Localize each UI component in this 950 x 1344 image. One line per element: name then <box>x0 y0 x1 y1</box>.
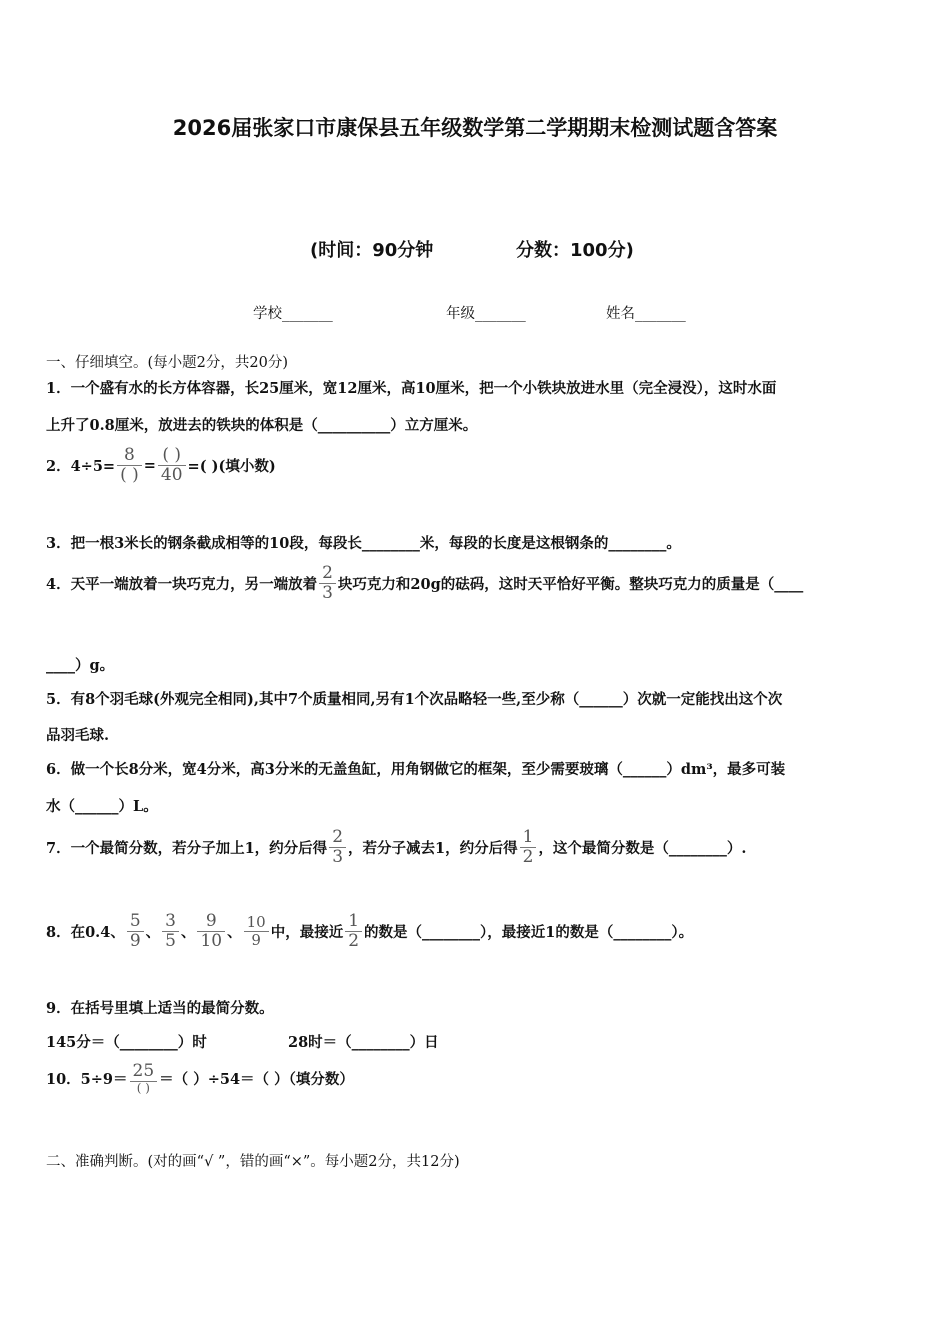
question-4 <box>46 564 803 602</box>
q8-f2-denominator: 5 <box>165 930 176 951</box>
q7-f1-denominator: 3 <box>332 846 344 867</box>
question-7 <box>46 828 747 866</box>
q9-part-a: 145分＝（________）时 <box>46 1034 207 1051</box>
q7-f1-numerator: 2 <box>329 828 346 848</box>
school-field: 学校_______ <box>253 306 333 322</box>
q7-fraction-2 <box>520 828 537 866</box>
q8-fraction-3 <box>197 912 225 950</box>
q4-line2: ____）g。 <box>46 657 115 674</box>
q2-f2-denominator: 40 <box>160 464 183 485</box>
q4-denominator: 3 <box>322 582 333 603</box>
question-9: 9．在括号里填上适当的最简分数。 <box>46 1000 274 1017</box>
q2-f2-numerator: ( ) <box>158 446 186 466</box>
q2-prefix: 2．4÷5= <box>46 457 116 475</box>
q2-fraction-1 <box>117 446 142 484</box>
q8-separator: 、 <box>145 923 161 941</box>
name-field: 姓名_______ <box>606 306 686 322</box>
q7-suffix: ，这个最简分数是（________）. <box>538 839 747 857</box>
q5-line2: 品羽毛球. <box>46 727 110 744</box>
q10-prefix: 10．5÷9＝ <box>46 1070 128 1088</box>
q8-fraction-2 <box>162 912 179 950</box>
q8-prefix: 8．在0.4、 <box>46 923 125 941</box>
page-title: 2026届张家口市康保县五年级数学第二学期期末检测试题含答案 <box>172 116 778 140</box>
q9-part-b: 28时＝（________）日 <box>288 1034 439 1051</box>
q7-prefix: 7．一个最简分数，若分子加上1，约分后得 <box>46 839 328 857</box>
q8-f3-numerator: 9 <box>197 912 225 932</box>
q6-line2: 水（______）L。 <box>46 798 158 815</box>
grade-field: 年级_______ <box>446 306 526 322</box>
q8-suffix: 的数是（________），最接近1的数是（________）。 <box>364 923 694 941</box>
q8-f2-numerator: 3 <box>162 912 179 932</box>
q4-numerator: 2 <box>319 564 336 584</box>
q4-fraction <box>319 564 336 602</box>
q2-fraction-2 <box>158 446 186 484</box>
q8-half-denominator: 2 <box>348 930 360 951</box>
q8-half-numerator: 1 <box>345 912 362 932</box>
q8-f4-denominator: 9 <box>251 930 261 949</box>
q5-line1: 5．有8个羽毛球(外观完全相同),其中7个质量相同,另有1个次品略轻一些,至少称（______）次就一定能找出这个次 <box>46 691 783 708</box>
q10-numerator: 25 <box>130 1062 158 1082</box>
q7-f2-numerator: 1 <box>520 828 537 848</box>
q8-fraction-1 <box>127 912 144 950</box>
question-2 <box>46 446 276 484</box>
section1-heading: 一、仔细填空。(每小题2分，共20分) <box>46 355 288 371</box>
question-3: 3．把一根3米长的钢条截成相等的10段，每段长________米，每段的长度是这根钢条的________。 <box>46 535 681 552</box>
question-8 <box>46 912 693 950</box>
question-10 <box>46 1062 354 1095</box>
q2-suffix: =( )(填小数) <box>187 457 276 475</box>
q7-middle: ，若分子减去1，约分后得 <box>348 839 518 857</box>
q8-f4-numerator: 10 <box>244 914 269 932</box>
section2-heading: 二、准确判断。(对的画“√ ”，错的画“×”。每小题2分，共12分) <box>46 1154 460 1170</box>
q8-half-fraction <box>345 912 362 950</box>
q7-fraction-1 <box>329 828 346 866</box>
exam-score: 分数：100分) <box>516 240 634 261</box>
q6-line1: 6．做一个长8分米，宽4分米，高3分米的无盖鱼缸，用角钢做它的框架，至少需要玻璃（______）dm³，最多可装 <box>46 761 786 778</box>
q8-f3-denominator: 10 <box>200 930 223 951</box>
q10-denominator: ( ) <box>136 1080 150 1095</box>
q4-prefix: 4．天平一端放着一块巧克力，另一端放着 <box>46 575 318 593</box>
q2-f1-denominator: ( ) <box>120 464 139 485</box>
q8-mid: 中，最接近 <box>270 923 344 941</box>
q2-f1-numerator: 8 <box>117 446 142 466</box>
q2-equals: = <box>143 456 156 474</box>
q8-f1-numerator: 5 <box>127 912 144 932</box>
exam-time: (时间：90分钟 <box>310 240 434 261</box>
q8-separator: 、 <box>180 923 196 941</box>
q1-line1: 1．一个盛有水的长方体容器，长25厘米，宽12厘米，高10厘米，把一个小铁块放进水里（完全浸没），这时水面 <box>46 380 777 397</box>
q8-fraction-4 <box>244 914 269 948</box>
q1-line2: 上升了0.8厘米，放进去的铁块的体积是（__________）立方厘米。 <box>46 417 478 434</box>
q7-f2-denominator: 2 <box>522 846 534 867</box>
q8-f1-denominator: 9 <box>129 930 141 951</box>
q4-suffix: 块巧克力和20g的砝码，这时天平恰好平衡。整块巧克力的质量是（____ <box>337 575 804 593</box>
q8-separator: 、 <box>227 923 242 941</box>
q10-suffix: ＝（ ）÷54＝（ ）（填分数） <box>159 1070 354 1088</box>
q10-fraction <box>130 1062 158 1095</box>
